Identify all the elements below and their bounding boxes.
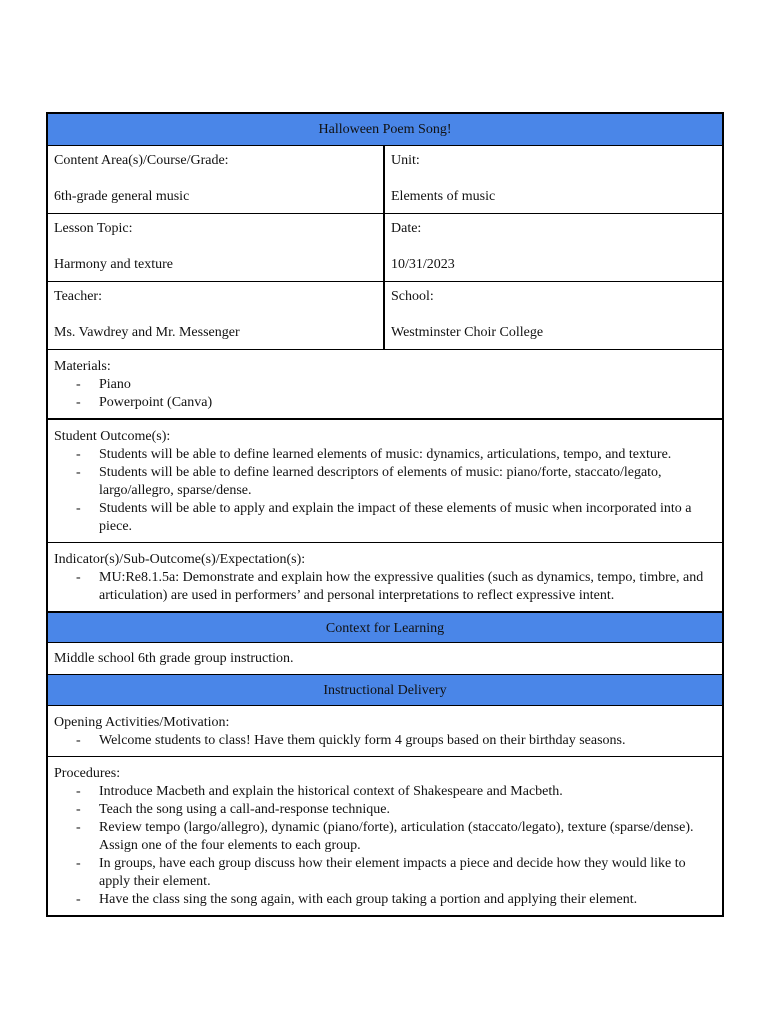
content-area-label: Content Area(s)/Course/Grade: (54, 153, 229, 168)
indicators-list (54, 569, 716, 605)
list-item (54, 569, 716, 605)
list-item (54, 801, 716, 819)
opening-label: Opening Activities/Motivation: (54, 715, 230, 730)
list-item (54, 855, 716, 891)
date-label: Date: (391, 221, 422, 236)
info-row-topic-date (48, 213, 722, 281)
procedures-list (54, 783, 716, 909)
outcomes-list (54, 446, 716, 536)
dash-bullet: - (76, 395, 81, 410)
delivery-header: Instructional Delivery (48, 674, 722, 705)
list-item (54, 464, 716, 500)
list-item (54, 394, 716, 412)
dash-bullet: - (76, 802, 81, 817)
dash-bullet: - (76, 784, 81, 799)
list-item-text: Powerpoint (Canva) (99, 395, 213, 410)
school-label: School: (391, 289, 434, 304)
topic-label: Lesson Topic: (54, 221, 133, 236)
unit-cell (385, 146, 722, 213)
dash-bullet: - (76, 465, 81, 480)
list-item (54, 732, 716, 750)
content-area-cell (48, 146, 385, 213)
list-item-text: Welcome students to class! Have them quickly form 4 groups based on their birthday seasons. (99, 733, 626, 748)
materials-section (48, 349, 722, 418)
materials-label: Materials: (54, 359, 111, 374)
dash-bullet: - (76, 501, 81, 516)
list-item-text: Have the class sing the song again, with each group taking a portion and applying their element. (99, 892, 638, 907)
procedures-label: Procedures: (54, 766, 121, 781)
materials-list (54, 376, 716, 412)
list-item-text: Students will be able to define learned elements of music: dynamics, articulations, tempo, and texture. (99, 447, 672, 462)
school-cell (385, 282, 722, 349)
list-item-text: Introduce Macbeth and explain the historical context of Shakespeare and Macbeth. (99, 784, 563, 799)
list-item (54, 500, 716, 536)
context-text: Middle school 6th grade group instruction. (48, 642, 722, 674)
unit-label: Unit: (391, 153, 420, 168)
content-area-value: 6th-grade general music (54, 189, 190, 204)
school-value: Westminster Choir College (391, 325, 544, 340)
indicators-section (48, 542, 722, 611)
dash-bullet: - (76, 733, 81, 748)
date-cell (385, 214, 722, 281)
outcomes-section (48, 418, 722, 542)
list-item (54, 891, 716, 909)
dash-bullet: - (76, 570, 81, 585)
teacher-cell (48, 282, 385, 349)
opening-section (48, 705, 722, 756)
procedures-section (48, 756, 722, 915)
info-row-content-unit (48, 145, 722, 213)
teacher-value: Ms. Vawdrey and Mr. Messenger (54, 325, 240, 340)
dash-bullet: - (76, 377, 81, 392)
context-header: Context for Learning (48, 611, 722, 642)
teacher-label: Teacher: (54, 289, 102, 304)
dash-bullet: - (76, 856, 81, 871)
unit-value: Elements of music (391, 189, 496, 204)
list-item-text: Students will be able to apply and explain the impact of these elements of music when incorporated into a piece. (99, 501, 692, 534)
list-item-text: MU:Re8.1.5a: Demonstrate and explain how the expressive qualities (such as dynamics, tempo, timbre, and articulation) are used in performers’ and personal interpretations to reflect expressive intent. (99, 570, 704, 603)
dash-bullet: - (76, 892, 81, 907)
topic-value: Harmony and texture (54, 257, 173, 272)
list-item-text: Teach the song using a call-and-response technique. (99, 802, 390, 817)
indicators-label: Indicator(s)/Sub-Outcome(s)/Expectation(s): (54, 552, 306, 567)
list-item-text: Piano (99, 377, 131, 392)
lesson-title: Halloween Poem Song! (48, 114, 722, 145)
list-item-text: Review tempo (largo/allegro), dynamic (piano/forte), articulation (staccato/legato), texture (sparse/dense). Assign one of the four elements to each group. (99, 820, 694, 853)
list-item (54, 446, 716, 464)
dash-bullet: - (76, 820, 81, 835)
outcomes-label: Student Outcome(s): (54, 429, 171, 444)
list-item-text: Students will be able to define learned descriptors of elements of music: piano/forte, staccato/legato, largo/allegro, sparse/dense. (99, 465, 662, 498)
list-item (54, 819, 716, 855)
list-item-text: In groups, have each group discuss how their element impacts a piece and decide how they would like to apply their element. (99, 856, 686, 889)
list-item (54, 783, 716, 801)
opening-list (54, 732, 716, 750)
lesson-plan-table (46, 112, 724, 917)
topic-cell (48, 214, 385, 281)
list-item (54, 376, 716, 394)
date-value: 10/31/2023 (391, 257, 455, 272)
dash-bullet: - (76, 447, 81, 462)
info-row-teacher-school (48, 281, 722, 349)
